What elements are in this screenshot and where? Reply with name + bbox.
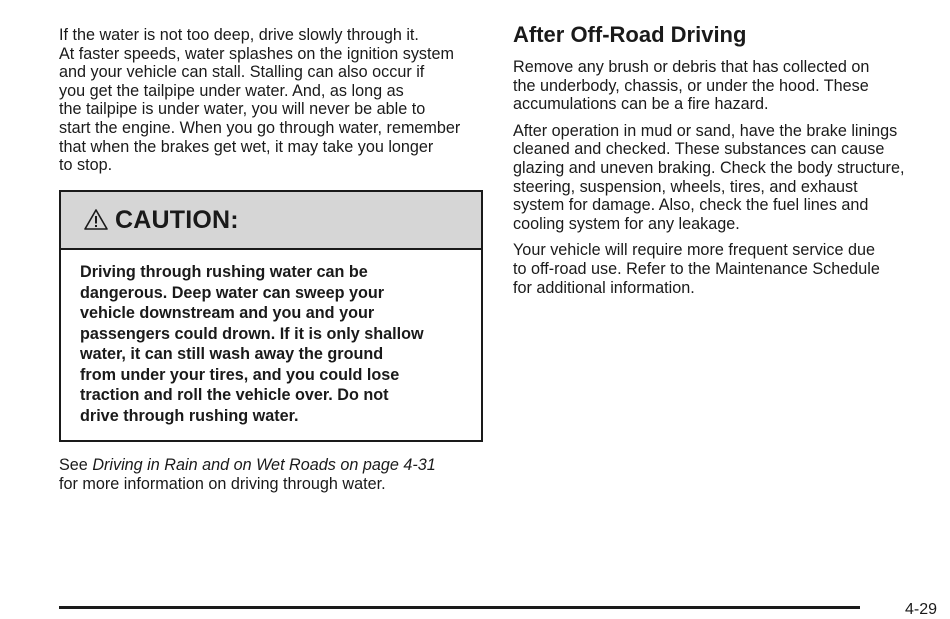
paragraph-line: glazing and uneven braking. Check the body structure,: [513, 158, 905, 177]
warning-triangle-icon: [83, 208, 109, 232]
see-also-line: [59, 456, 489, 475]
caution-line: traction and roll the vehicle over. Do not: [80, 386, 389, 404]
caution-line: passengers could drown. If it is only shallow: [80, 324, 424, 343]
paragraph-line: cooling system for any leakage.: [513, 214, 740, 233]
caution-header: [61, 192, 481, 250]
caution-line: drive through rushing water.: [80, 406, 299, 425]
intro-line: the tailpipe is under water, you will never be able to: [59, 100, 426, 119]
paragraph-line: system for damage. Also, check the fuel lines and: [513, 196, 869, 215]
paragraph-line: cleaned and checked. These substances can cause: [513, 140, 885, 159]
see-also-line: for more information on driving through water.: [59, 474, 386, 493]
intro-line: start the engine. When you go through water, remember: [59, 118, 461, 137]
see-also-paragraph: [59, 456, 489, 493]
caution-line: Driving through rushing water can be: [80, 263, 368, 281]
intro-paragraph: [59, 26, 487, 175]
paragraph-line: Your vehicle will require more frequent service due: [513, 241, 876, 260]
intro-line: If the water is not too deep, drive slowly through it.: [59, 26, 419, 44]
see-also-prefix: See: [59, 456, 93, 474]
paragraph: [513, 58, 933, 114]
right-column: [513, 22, 933, 297]
caution-title: CAUTION:: [115, 205, 239, 234]
paragraph-line: accumulations can be a fire hazard.: [513, 95, 769, 114]
paragraph-line: Remove any brush or debris that has collected on: [513, 58, 870, 76]
paragraph-line: for additional information.: [513, 278, 695, 297]
caution-body: [61, 250, 481, 426]
intro-line: that when the brakes get wet, it may take you longer: [59, 137, 434, 156]
caution-box: [59, 190, 483, 442]
caution-line: dangerous. Deep water can sweep your: [80, 283, 385, 302]
caution-line: vehicle downstream and you and your: [80, 304, 375, 322]
paragraph-line: steering, suspension, wheels, tires, and exhaust: [513, 177, 858, 196]
intro-line: and your vehicle can stall. Stalling can also occur if: [59, 63, 425, 82]
left-column-intro: [59, 26, 487, 175]
intro-line: to stop.: [59, 156, 113, 175]
cross-reference-link: Driving in Rain and on Wet Roads on page 4-31: [92, 456, 436, 474]
paragraph-line: to off-road use. Refer to the Maintenance Schedule: [513, 259, 880, 278]
paragraph: [513, 241, 933, 297]
caution-line: water, it can still wash away the ground: [80, 345, 384, 363]
intro-line: you get the tailpipe under water. And, as long as: [59, 81, 404, 100]
footer-rule: [59, 606, 860, 609]
intro-line: At faster speeds, water splashes on the ignition system: [59, 44, 454, 63]
paragraph-line: the underbody, chassis, or under the hood. These: [513, 76, 869, 95]
paragraph-line: After operation in mud or sand, have the brake linings: [513, 121, 898, 140]
page-number: 4-29: [905, 601, 938, 618]
section-heading: After Off-Road Driving: [513, 22, 747, 47]
paragraph: [513, 122, 933, 234]
caution-line: from under your tires, and you could lose: [80, 365, 400, 384]
